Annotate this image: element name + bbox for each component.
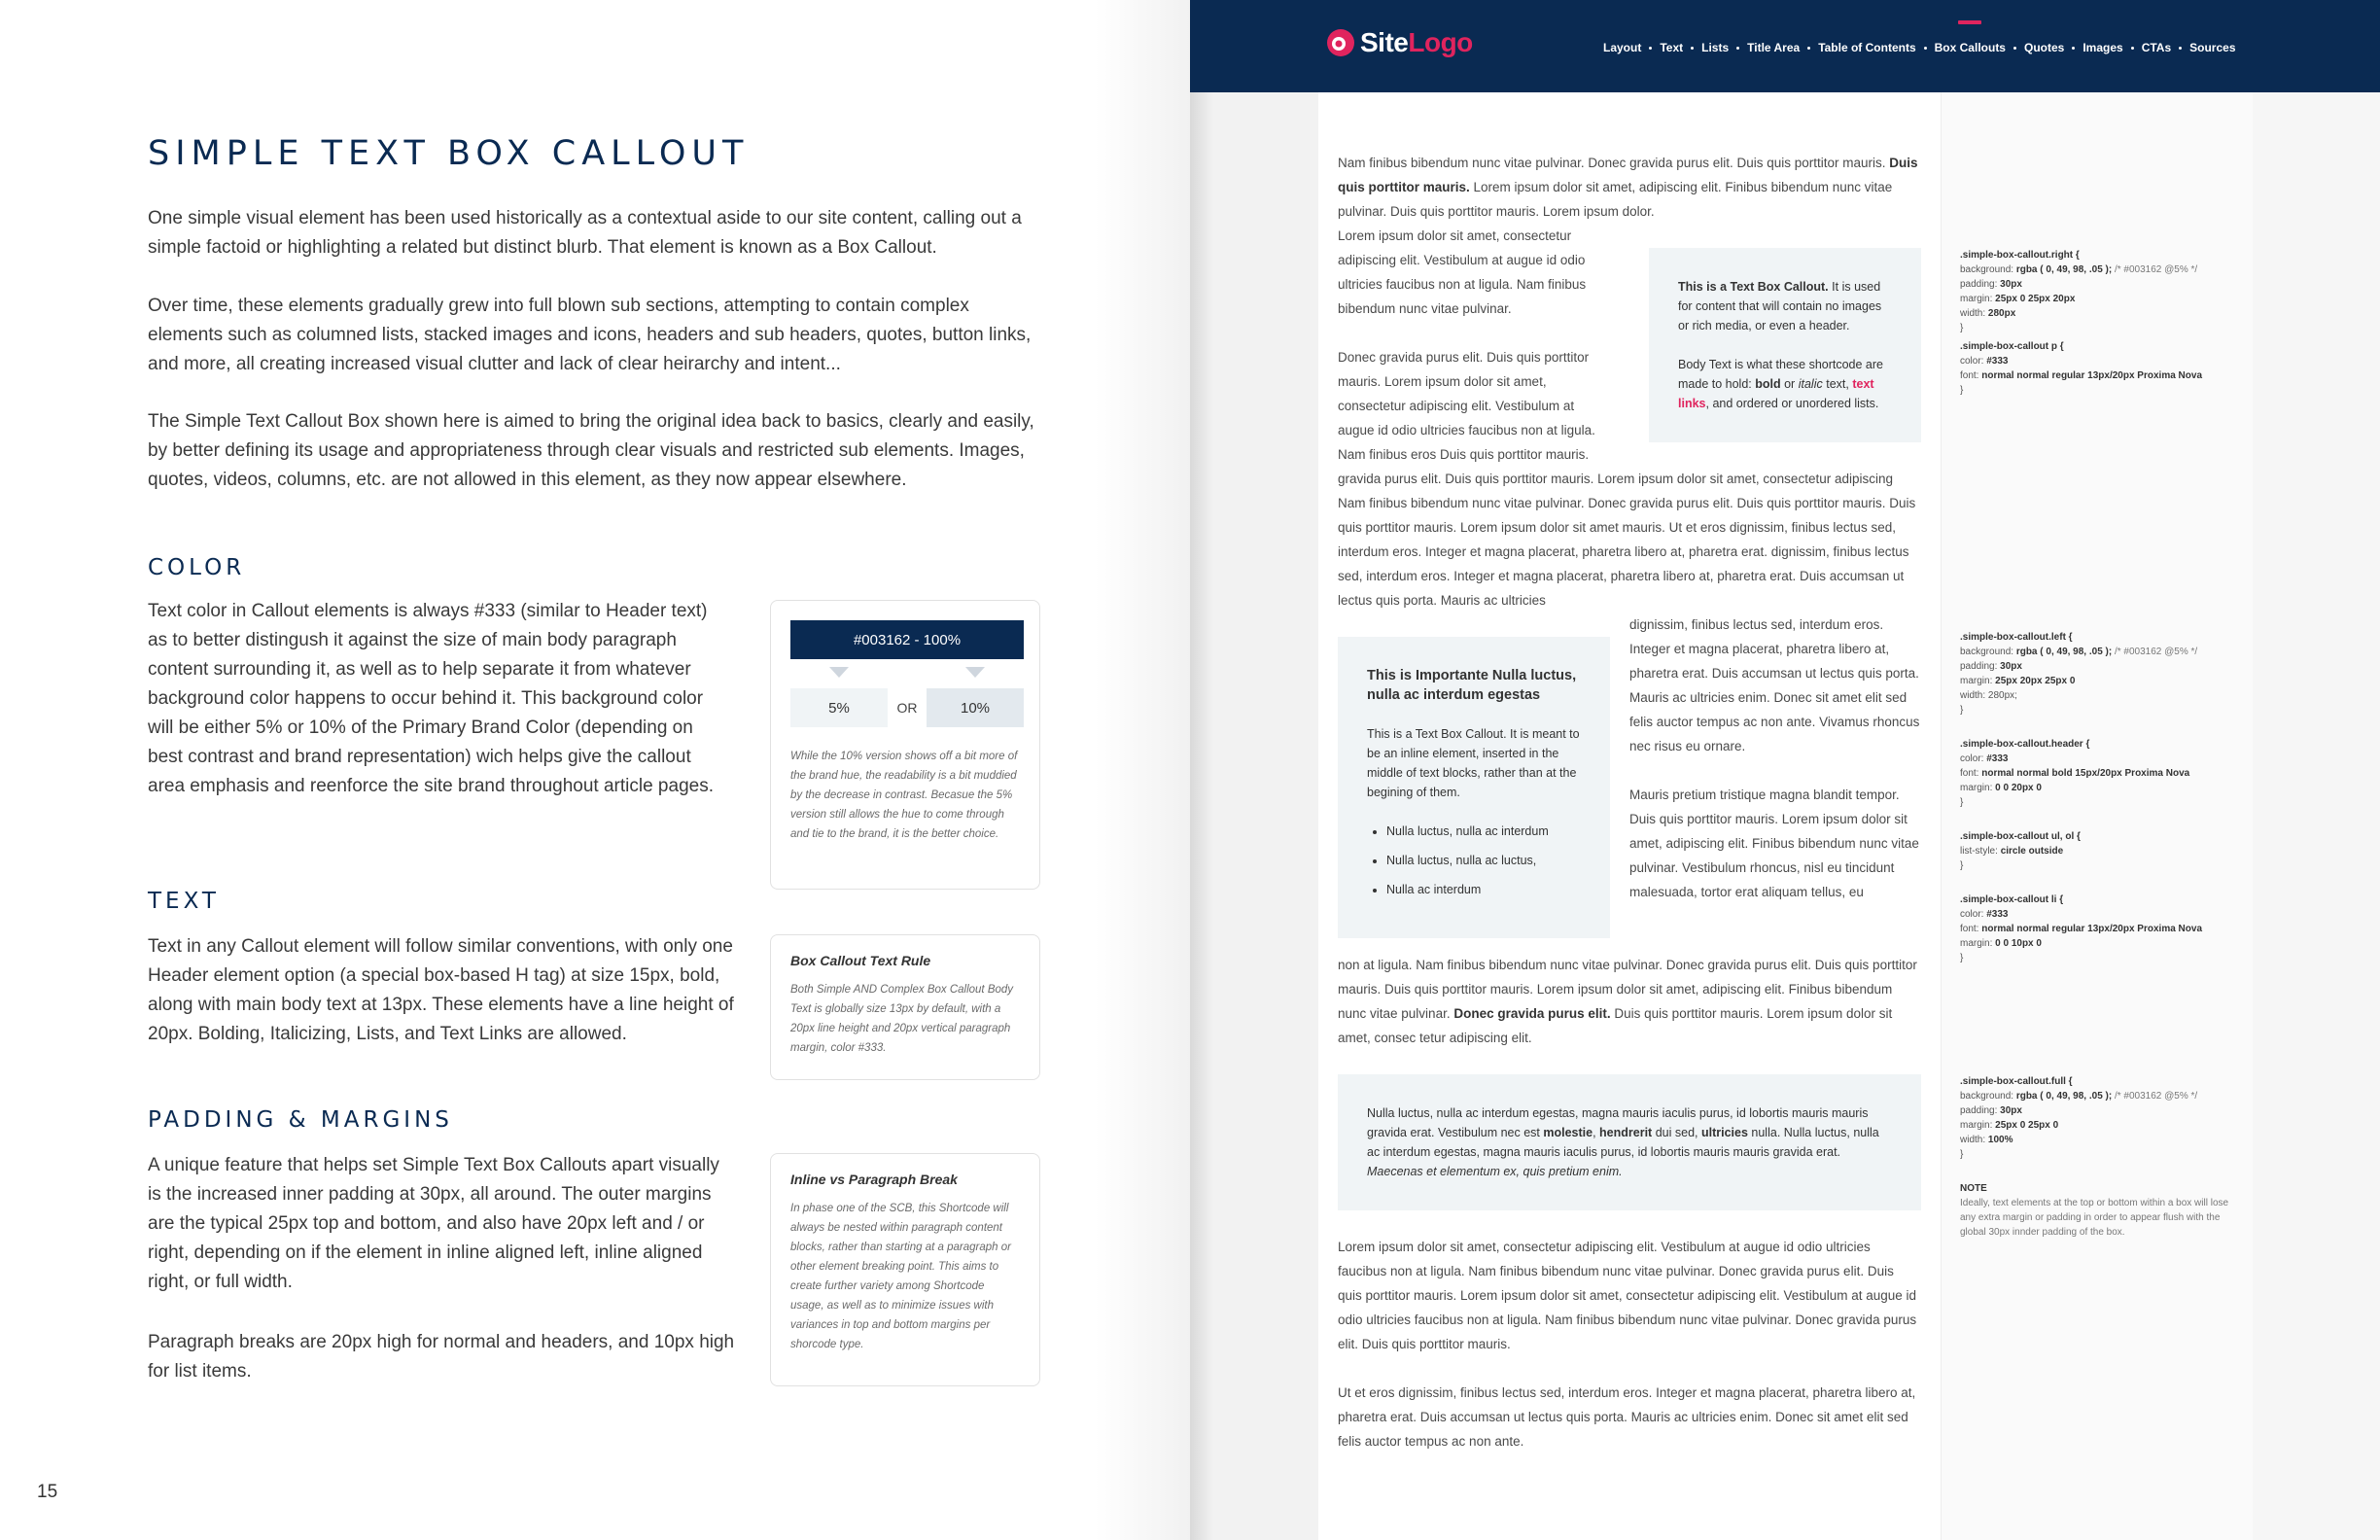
nav-separator	[2072, 47, 2075, 50]
site-logo[interactable]	[1360, 27, 1473, 58]
article-paragraph: non at ligula. Nam finibus bibendum nunc vitae pulvinar. Donec gravida purus elit. Duis quis porttitor mauris. Duis quis porttitor mauris. Lorem ipsum dolor sit amet, adipiscing elit. Finibus bibendum nunc vitae pulvinar. Donec gravida purus elit. Duis quis porttitor mauris. Lorem ipsum dolor sit amet, consec tetur adipiscing elit.	[1338, 958, 1917, 1045]
tint-10-swatch: 10%	[927, 688, 1024, 727]
site-logo-icon[interactable]	[1326, 28, 1355, 57]
code-callout-right: .simple-box-callout.right { background: rgba ( 0, 49, 98, .05 ); /* #003162 @5% */ padding: 30px margin: 25px 0 25px 20px width: 280px } .simple-box-callout p { color: #333 font: normal normal regular 13px/20px Proxima Nova }	[1960, 250, 2203, 396]
callout-left	[1338, 637, 1610, 938]
padding-heading: PADDING & MARGINS	[148, 1107, 453, 1133]
text-rule-box	[770, 934, 1040, 1080]
article-paragraph: dignissim, finibus lectus sed, interdum eros. Integer et magna placerat, pharetra libero at, pharetra erat. Duis accumsan ut lectus quis porta. Mauris ac ultricies enim. Donec sit amet elit sed felis auctor tempus ac non ante. Vivamus rhoncus nec risus eu ornare.	[1629, 617, 1920, 753]
color-swatch-box	[770, 600, 1040, 890]
nav-separator	[2013, 47, 2016, 50]
callout-full-body: Nulla luctus, nulla ac interdum egestas, magna mauris iaculis purus, id lobortis mauris mauris gravida erat. Vestibulum nec est molestie, hendrerit dui sed, ultricies nulla. Nulla luctus, nulla ac interdum egestas, magna mauris iaculis purus, id lobortis mauris mauris gravida erat. Maecenas et elementum ex, quis pretium enim.	[1367, 1106, 1879, 1178]
arrow-down-icon	[829, 667, 849, 678]
color-note: While the 10% version shows off a bit more of the brand hue, the readability is a bit muddied by the decrease in contrast. Becasue the 5% version still allows the hue to come through and tie to the brand, it is the better choice.	[790, 751, 1018, 840]
nav-item-table-of-contents[interactable]: Table of Contents	[1818, 41, 1916, 54]
list-item: • Nulla luctus, nulla ac interdum	[1386, 822, 1581, 841]
article-paragraph: gravida purus elit. Duis quis porttitor mauris. Lorem ipsum dolor sit amet, consectetur adipiscing Nam finibus bibendum nunc vitae pulvinar. Donec gravida purus elit. Duis quis porttitor mauris. Duis quis porttitor mauris. Lorem ipsum dolor sit amet mauris. Ut et eros dignissim, finibus lectus sed, interdum eros. Integer et magna placerat, pharetra libero at, pharetra erat. dignissim, finibus lectus sed, interdum eros. Integer et magna placerat, pharetra libero at, pharetra erat. Duis accumsan ut lectus quis porta. Mauris ac ultricies	[1338, 472, 1916, 608]
callout-full	[1338, 1074, 1921, 1210]
code-callout-full: .simple-box-callout.full { background: rgba ( 0, 49, 98, .05 ); /* #003162 @5% */ padding: 30px margin: 25px 0 25px 0 width: 100% } NOTE Ideally, text elements at the top or bottom within a box will lose any extra margin or padding in order to appear flush with the global 30px innder padding of the box.	[1960, 1074, 2242, 1240]
tint-swatch-row	[790, 688, 1024, 727]
callout-right-body: Body Text is what these shortcode are made to hold: bold or italic text, text links, and ordered or unordered lists.	[1678, 358, 1883, 410]
nav-separator	[1649, 47, 1652, 50]
nav-item-title-area[interactable]: Title Area	[1747, 41, 1801, 54]
brand-color-swatch: #003162 - 100%	[790, 620, 1024, 659]
callout-right	[1649, 248, 1921, 442]
nav-separator	[1736, 47, 1739, 50]
swatch-arrows	[790, 659, 1020, 688]
padding-body-2: Paragraph breaks are 20px high for normal and headers, and 10px high for list items.	[148, 1332, 735, 1382]
article-paragraph: Donec gravida purus elit. Duis quis porttitor mauris. Lorem ipsum dolor sit amet, consectetur adipiscing elit. Vestibulum at augue id odio ultricies faucibus non at ligula. Nam finibus eros Duis quis porttitor mauris.	[1338, 350, 1595, 462]
code-callout-left: .simple-box-callout.left { background: rgba ( 0, 49, 98, .05 ); /* #003162 @5% */ padding: 30px margin: 25px 20px 25px 0 width: 280px; } .simple-box-callout.header { color: #333 font: normal normal bold 15px/20px Proxima Nova margin: 0 0 20px 0 } .simple-box-callout ul, ol { list-style: circle outside } .simple-box-callout li { color: #333 font: normal normal regular 13px/20px Proxima Nova margin: 0 0 10px 0 }	[1960, 632, 2203, 963]
color-heading: COLOR	[148, 555, 246, 580]
intro-paragraph-3: The Simple Text Callout Box shown here is aimed to bring the original idea back to basics, clearly and easily, by better defining its usage and appropriateness through clear visuals and restricted sub elements. Images, quotes, videos, columns, etc. are not allowed in this element, as they now appear elsewhere.	[148, 411, 1034, 490]
inline-break-box	[770, 1153, 1040, 1386]
tint-5-swatch: 5%	[790, 688, 888, 727]
article-paragraph: Mauris pretium tristique magna blandit tempor. Duis quis porttitor mauris. Lorem ipsum dolor sit amet, adipiscing elit. Finibus bibendum nunc vitae pulvinar. Vestibulum rhoncus, nisl eu tincidunt malesuada, tortor erat aliquam tellus, eu	[1629, 788, 1919, 899]
right-page	[1190, 0, 2380, 1540]
main-nav	[1603, 41, 2236, 54]
nav-item-images[interactable]: Images	[2082, 41, 2123, 54]
intro-paragraph-1: One simple visual element has been used historically as a contextual aside to our site content, calling out a simple factoid or highlighting a related but distinct blurb. That element is known as a Box Callout.	[148, 208, 1022, 258]
nav-item-ctas[interactable]: CTAs	[2141, 41, 2172, 54]
article-paragraph: Lorem ipsum dolor sit amet, consectetur adipiscing elit. Vestibulum at augue id odio ultricies faucibus non at ligula. Nam finibus bibendum nunc vitae pulvinar.	[1338, 228, 1587, 316]
article-paragraph: Lorem ipsum dolor sit amet, consectetur adipiscing elit. Vestibulum at augue id odio ultricies faucibus non at ligula. Nam finibus bibendum nunc vitae pulvinar. Donec gravida purus elit. Duis quis porttitor mauris. Lorem ipsum dolor sit amet, consectetur adipiscing elit. Vestibulum at augue id odio ultricies faucibus non at ligula. Nam finibus bibendum nunc vitae pulvinar. Donec gravida purus elit. Duis quis porttitor mauris.	[1338, 1240, 1917, 1351]
logo-part-2: Logo	[1408, 27, 1473, 57]
list-item: • Nulla luctus, nulla ac luctus,	[1386, 851, 1581, 870]
callout-left-header: This is Importante Nulla luctus, nulla ac interdum egestas	[1367, 668, 1577, 703]
text-heading: TEXT	[148, 889, 220, 914]
callout-text-link[interactable]: text links	[1678, 377, 1874, 410]
code-note-label: NOTE	[1960, 1183, 1987, 1194]
nav-item-box-callouts[interactable]	[1935, 41, 2006, 54]
nav-separator	[2131, 47, 2134, 50]
callout-right-lead: This is a Text Box Callout. It is used for content that will contain no images or rich media, or even a header.	[1678, 280, 1882, 332]
page-title: SIMPLE TEXT BOX CALLOUT	[148, 134, 750, 173]
nav-separator	[2179, 47, 2182, 50]
arrow-down-icon	[965, 667, 985, 678]
page-number: 15	[37, 1482, 58, 1502]
nav-item-sources[interactable]: Sources	[2189, 41, 2236, 54]
swatch-or-label: OR	[896, 700, 918, 716]
text-body: Text in any Callout element will follow similar conventions, with only one Header element option (a special box-based H tag) at size 15px, bold, along with main body text at 13px. These elements have a line height of 20px. Bolding, Italicizing, Lists, and Text Links are allowed.	[148, 936, 734, 1044]
list-item: • Nulla ac interdum	[1386, 880, 1581, 899]
color-body: Text color in Callout elements is always #333 (similar to Header text) as to better distingush it against the size of main body paragraph content surrounding it, as well as to help separate it from whatever background color happens to occur behind it. This background color will be either 5% or 10% of the Primary Brand Color (depending on best contrast and brand representation) wich helps give the callout area emphasis and reenforce the site brand throughout article pages.	[148, 601, 714, 796]
nav-separator	[1807, 47, 1810, 50]
nav-item-quotes[interactable]: Quotes	[2023, 41, 2065, 54]
nav-item-text[interactable]: Text	[1660, 41, 1684, 54]
site-header	[1190, 0, 2380, 92]
callout-left-body: This is a Text Box Callout. It is meant to be an inline element, inserted in the middle of text blocks, rather than at the begining of them.	[1367, 727, 1580, 799]
text-rule-title: Box Callout Text Rule	[790, 953, 931, 968]
nav-separator	[1924, 47, 1927, 50]
nav-item-box-callouts-label: Box Callouts	[1934, 41, 2006, 54]
callout-left-list	[1367, 822, 1581, 899]
code-note-text: Ideally, text elements at the top or bottom within a box will lose any extra margin or padding in order to appear flush with the global 30px innder padding of the box.	[1960, 1198, 2229, 1238]
article-paragraph: Nam finibus bibendum nunc vitae pulvinar. Donec gravida purus elit. Duis quis porttitor mauris. Duis quis porttitor mauris. Lorem ipsum dolor sit amet, adipiscing elit. Finibus bibendum nunc vitae pulvinar. Duis quis porttitor mauris. Lorem ipsum dolor.	[1338, 156, 1918, 219]
padding-body-1: A unique feature that helps set Simple Text Box Callouts apart visually is the increased inner padding at 30px, all around. The outer margins are the typical 25px top and bottom, and also have 20px left and / or right, depending on if the element in inline aligned left, inline aligned right, or full width.	[148, 1155, 719, 1292]
inline-break-note: In phase one of the SCB, this Shortcode will always be nested within paragraph content blocks, rather than starting at a paragraph or other element breaking point. This aims to create further variety among Shortcode usage, as well as to minimize issues with variances in top and bottom margins per shorcode type.	[790, 1203, 1011, 1350]
nav-item-layout[interactable]: Layout	[1603, 41, 1642, 54]
logo-part-1: Site	[1360, 27, 1409, 57]
nav-separator	[1691, 47, 1694, 50]
text-rule-note: Both Simple AND Complex Box Callout Body Text is globally size 13px by default, with a 20px line height and 20px vertical paragraph margin, color #333.	[790, 984, 1014, 1054]
intro-paragraph-2: Over time, these elements gradually grew into full blown sub sections, attempting to contain complex elements such as columned lists, stacked images and icons, headers and sub headers, quotes, button links, and more, all creating increased visual clutter and lack of clear heirarchy and intent...	[148, 296, 1032, 374]
nav-active-indicator	[1958, 20, 1981, 24]
inline-break-title: Inline vs Paragraph Break	[790, 1172, 958, 1187]
nav-item-lists[interactable]: Lists	[1701, 41, 1730, 54]
article-paragraph: Ut et eros dignissim, finibus lectus sed, interdum eros. Integer et magna placerat, pharetra libero at, pharetra erat. Duis accumsan ut lectus quis porta. Mauris ac ultricies enim. Donec sit amet elit sed felis auctor tempus ac non ante.	[1338, 1385, 1916, 1449]
